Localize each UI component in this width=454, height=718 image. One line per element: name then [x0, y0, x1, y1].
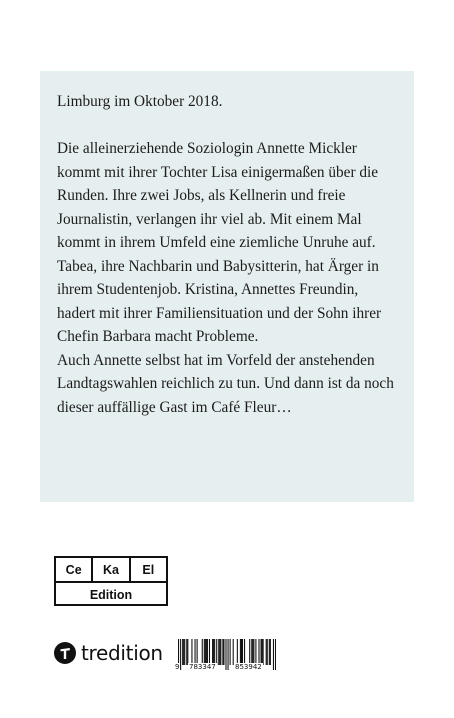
barcode-bar	[252, 639, 253, 665]
barcode-bar	[269, 639, 270, 665]
blurb-paragraph-3: Auch Annette selbst hat im Vorfeld der anstehenden Landtagswahlen reichlich zu tun. Und dann ist da noch dieser auffällige Gast im Café Fleur…	[57, 351, 394, 416]
blurb-box	[40, 71, 414, 502]
barcode-bar	[212, 639, 213, 665]
barcode-bar	[251, 639, 252, 665]
barcode-bar	[216, 639, 217, 665]
barcode-bar	[244, 639, 245, 665]
barcode-first-digit: 9	[175, 663, 180, 671]
cekael-edition-logo	[54, 556, 168, 606]
barcode-bar	[207, 639, 208, 665]
barcode-left-digits: 783347	[189, 663, 216, 671]
barcode-bar	[183, 639, 184, 665]
barcode-bar	[223, 639, 224, 665]
isbn-barcode	[174, 639, 278, 675]
barcode-bar	[195, 639, 196, 665]
barcode-bar	[202, 639, 203, 665]
blurb-paragraph-1: Die alleinerziehende Soziologin Annette Mickler kommt mit ihrer Tochter Lisa einigermaßen über die Runden. Ihre zwei Jobs, als Kellnerin und freie Journalistin, verlangen ihr viel ab. Mit einem Mal kommt in ihrem Umfeld eine ziemliche Unruhe auf.	[57, 140, 379, 251]
blurb-paragraph-2: Tabea, ihre Nachbarin und Babysitterin, hat Ärger in ihrem Studentenjob. Kristina, Annettes Freundin, hadert mit ihrer Familiensituation und der Sohn ihrer Chefin Barbara macht Probleme.	[57, 257, 382, 345]
barcode-bar	[261, 639, 262, 665]
barcode-bar	[219, 639, 220, 665]
barcode-bar	[213, 639, 214, 665]
barcode-bar	[222, 639, 223, 665]
cekael-logo-top-row	[56, 558, 166, 583]
barcode-bar	[262, 639, 263, 665]
barcode-bar	[191, 639, 192, 665]
tredition-logo	[54, 641, 163, 665]
barcode-bar	[197, 639, 198, 665]
barcode-bar	[206, 639, 207, 665]
cekael-logo-cell-ka: Ka	[91, 558, 128, 581]
barcode-bar	[233, 639, 234, 665]
barcode-bar	[209, 639, 210, 665]
barcode-bar	[237, 639, 238, 665]
barcode-bar	[186, 639, 187, 665]
barcode-digits	[174, 663, 278, 675]
tredition-logo-icon	[54, 642, 76, 664]
barcode-bar	[187, 639, 188, 665]
blurb-place-date: Limburg im Oktober 2018.	[57, 93, 223, 110]
barcode-bar	[204, 639, 205, 665]
barcode-bar	[253, 639, 254, 665]
barcode-bar	[267, 639, 268, 665]
cekael-logo-cell-el: El	[129, 558, 166, 581]
tredition-wordmark: tredition	[81, 641, 163, 665]
barcode-bar	[241, 639, 242, 665]
barcode-bar	[220, 639, 221, 665]
barcode-bar	[270, 639, 271, 665]
barcode-bar	[184, 639, 185, 665]
barcode-bar	[255, 639, 256, 665]
barcode-bar	[205, 639, 206, 665]
barcode-bar	[230, 639, 231, 665]
barcode-bar	[214, 639, 215, 665]
barcode-bar	[182, 639, 183, 665]
barcode-right-digits: 853942	[235, 663, 262, 671]
barcode-bar	[258, 639, 259, 665]
cekael-logo-edition-label: Edition	[89, 587, 133, 602]
barcode-bar	[249, 639, 250, 665]
barcode-bar	[218, 639, 219, 665]
barcode-bar	[263, 639, 264, 665]
barcode-bar	[242, 639, 243, 665]
barcode-bar	[266, 639, 267, 665]
barcode-bar	[240, 639, 241, 665]
cekael-logo-cell-ce: Ce	[65, 562, 82, 577]
